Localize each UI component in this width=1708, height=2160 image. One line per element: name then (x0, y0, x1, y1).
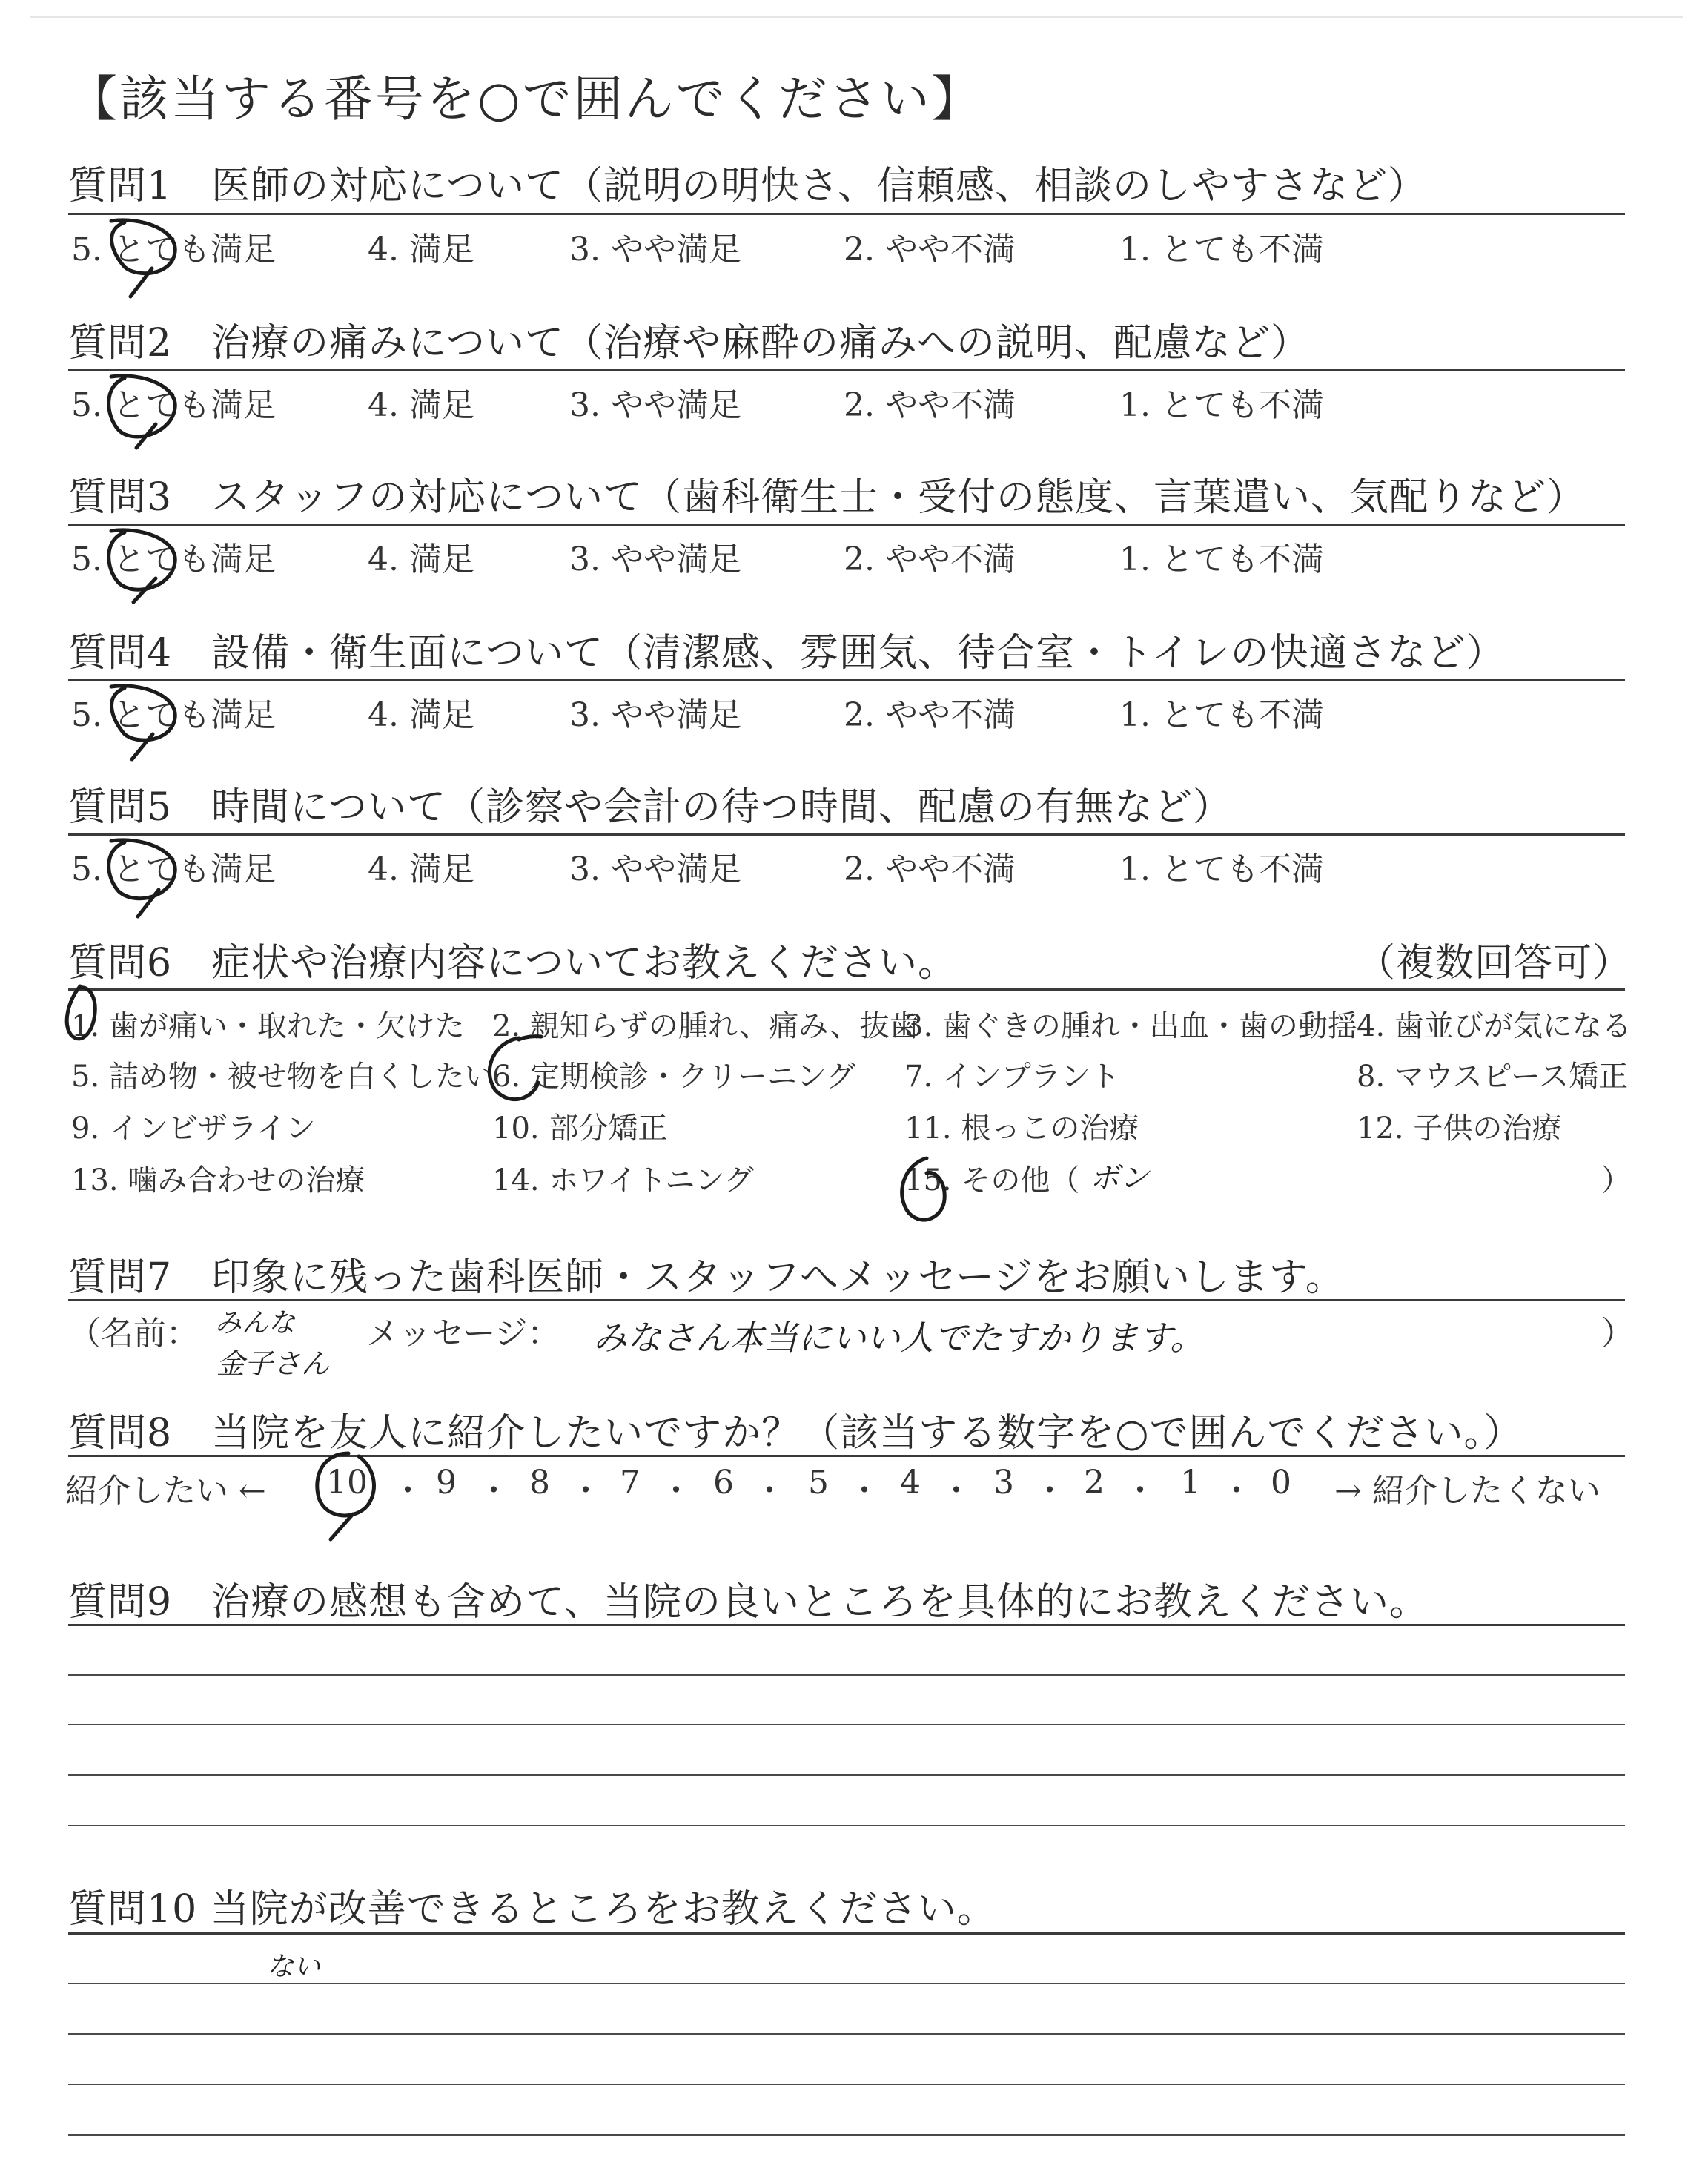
question-4-rule (68, 679, 1625, 681)
question-6-note: （複数回答可） (1357, 941, 1632, 985)
q7-name-label: （名前： (68, 1315, 199, 1353)
q3-option-1[interactable]: 1. とても不満 (1119, 541, 1324, 578)
q3-option-2[interactable]: 2. やや不満 (844, 541, 1016, 578)
q8-separator: ・ (1220, 1472, 1253, 1510)
question-1-rule (68, 213, 1625, 215)
q8-score-4[interactable]: 4 (900, 1464, 921, 1502)
question-6-rule (68, 988, 1625, 991)
question-3-title: 質問3 スタッフの対応について（歯科衛生士・受付の態度、言葉遣い、気配りなど） (68, 475, 1586, 520)
q3-option-4[interactable]: 4. 満足 (368, 541, 474, 578)
q7-message-label: メッセージ： (366, 1315, 560, 1353)
q6-item-12[interactable]: 12. 子供の治療 (1357, 1112, 1562, 1146)
question-5-rule (68, 833, 1625, 836)
q2-option-2[interactable]: 2. やや不満 (844, 386, 1016, 424)
q8-separator: ・ (477, 1472, 510, 1510)
q1-option-1[interactable]: 1. とても不満 (1119, 231, 1324, 268)
q9-line (68, 1724, 1625, 1725)
q8-score-10[interactable]: 10 (326, 1464, 368, 1502)
question-6-title: 質問6 症状や治療内容についてお教えください。 (68, 941, 958, 985)
q8-score-7[interactable]: 7 (620, 1464, 640, 1502)
q8-score-8[interactable]: 8 (529, 1464, 550, 1502)
q9-line (68, 1825, 1625, 1826)
question-10-title: 質問10 当院が改善できるところをお教えください。 (68, 1887, 996, 1932)
q6-item-5[interactable]: 5. 詰め物・被せ物を白くしたい (71, 1060, 494, 1094)
q10-line (68, 2134, 1625, 2136)
q2-option-1[interactable]: 1. とても不満 (1119, 386, 1324, 424)
question-1-title: 質問1 医師の対応について（説明の明快さ、信頼感、相談のしやすさなど） (68, 164, 1427, 208)
q7-name-handwritten-2: 金子さん (216, 1347, 330, 1380)
q9-line (68, 1624, 1625, 1626)
question-7-title: 質問7 印象に残った歯科医師・スタッフへメッセージをお願いします。 (68, 1255, 1345, 1300)
question-2-title: 質問2 治療の痛みについて（治療や麻酔の痛みへの説明、配慮など） (68, 321, 1311, 366)
q1-option-2[interactable]: 2. やや不満 (844, 231, 1016, 268)
q1-option-5[interactable]: 5. とても満足 (71, 231, 276, 268)
q8-separator: ・ (660, 1472, 692, 1510)
q6-item-10[interactable]: 10. 部分矯正 (492, 1112, 668, 1146)
q6-item-15-close: ） (1601, 1163, 1631, 1198)
q8-score-3[interactable]: 3 (993, 1464, 1014, 1502)
q3-option-5[interactable]: 5. とても満足 (71, 541, 276, 578)
q4-option-3[interactable]: 3. やや満足 (569, 696, 741, 734)
q8-score-1[interactable]: 1 (1180, 1464, 1201, 1502)
q5-option-3[interactable]: 3. やや満足 (569, 851, 741, 888)
q6-item-2[interactable]: 2. 親知らずの腫れ、痛み、抜歯 (492, 1009, 919, 1043)
q6-item-11[interactable]: 11. 根っこの治療 (904, 1112, 1139, 1146)
question-5-title: 質問5 時間について（診察や会計の待つ時間、配慮の有無など） (68, 785, 1233, 830)
q10-line (68, 2033, 1625, 2035)
q6-item-6[interactable]: 6. 定期検診・クリーニング (492, 1060, 856, 1094)
q8-separator: ・ (848, 1472, 881, 1510)
q4-option-1[interactable]: 1. とても不満 (1119, 696, 1324, 734)
q5-option-5[interactable]: 5. とても満足 (71, 851, 276, 888)
question-9-title: 質問9 治療の感想も含めて、当院の良いところを具体的にお教えください。 (68, 1580, 1429, 1625)
q1-option-3[interactable]: 3. やや満足 (569, 231, 741, 268)
q6-item-8[interactable]: 8. マウスピース矯正 (1357, 1060, 1629, 1094)
q4-option-2[interactable]: 2. やや不満 (844, 696, 1016, 734)
q10-line (68, 1983, 1625, 1984)
q4-option-4[interactable]: 4. 満足 (368, 696, 474, 734)
q6-item-7[interactable]: 7. インプラント (904, 1060, 1120, 1094)
question-8-title: 質問8 当院を友人に紹介したいですか？（該当する数字を○で囲んでください。） (68, 1411, 1523, 1456)
q8-score-9[interactable]: 9 (436, 1464, 457, 1502)
q7-close-paren: ） (1601, 1315, 1634, 1353)
q8-score-0[interactable]: 0 (1271, 1464, 1291, 1502)
q8-separator: ・ (1124, 1472, 1156, 1510)
q6-item-1[interactable]: 1. 歯が痛い・取れた・欠けた (71, 1009, 465, 1043)
q7-message-handwritten: みなさん本当にいい人でたすかります。 (593, 1318, 1205, 1358)
question-4-title: 質問4 設備・衛生面について（清潔感、雰囲気、待合室・トイレの快適さなど） (68, 631, 1506, 676)
q8-score-6[interactable]: 6 (713, 1464, 734, 1502)
q7-name-handwritten-1: みんな (215, 1308, 296, 1338)
q5-option-4[interactable]: 4. 満足 (368, 851, 474, 888)
q8-score-5[interactable]: 5 (808, 1464, 829, 1502)
q6-item-3[interactable]: 3. 歯ぐきの腫れ・出血・歯の動揺 (904, 1009, 1357, 1043)
q8-separator: ・ (569, 1472, 602, 1510)
question-3-rule (68, 524, 1625, 526)
question-7-rule (68, 1299, 1625, 1301)
q8-separator: ・ (940, 1472, 973, 1510)
q1-option-4[interactable]: 4. 満足 (368, 231, 474, 268)
q6-item-15[interactable]: 15. その他（ (904, 1163, 1080, 1198)
q8-separator: ・ (1033, 1472, 1066, 1510)
q8-score-2[interactable]: 2 (1084, 1464, 1105, 1502)
q6-other-handwritten: ボン (1090, 1161, 1149, 1195)
q8-left-label: 紹介したい ← (65, 1472, 266, 1510)
q5-option-1[interactable]: 1. とても不満 (1119, 851, 1324, 888)
question-2-rule (68, 369, 1625, 371)
q4-option-5[interactable]: 5. とても満足 (71, 696, 276, 734)
q8-separator: ・ (753, 1472, 786, 1510)
scan-edge (30, 16, 1683, 18)
q6-item-9[interactable]: 9. インビザライン (71, 1112, 316, 1146)
q2-option-5[interactable]: 5. とても満足 (71, 386, 276, 424)
q10-handwritten: ない (267, 1952, 321, 1982)
q6-item-14[interactable]: 14. ホワイトニング (492, 1163, 754, 1198)
q10-line (68, 1932, 1625, 1935)
q3-option-3[interactable]: 3. やや満足 (569, 541, 741, 578)
q5-option-2[interactable]: 2. やや不満 (844, 851, 1016, 888)
q10-line (68, 2084, 1625, 2085)
q8-separator: ・ (391, 1472, 424, 1510)
q9-line (68, 1774, 1625, 1776)
q2-option-3[interactable]: 3. やや満足 (569, 386, 741, 424)
q8-right-label: → 紹介したくない (1334, 1472, 1601, 1510)
q9-line (68, 1674, 1625, 1676)
page-title: 【該当する番号を○で囲んでください】 (68, 70, 983, 128)
question-8-rule (68, 1455, 1625, 1457)
q6-item-13[interactable]: 13. 噛み合わせの治療 (71, 1163, 365, 1198)
q6-item-4[interactable]: 4. 歯並びが気になる (1357, 1009, 1632, 1043)
q2-option-4[interactable]: 4. 満足 (368, 386, 474, 424)
